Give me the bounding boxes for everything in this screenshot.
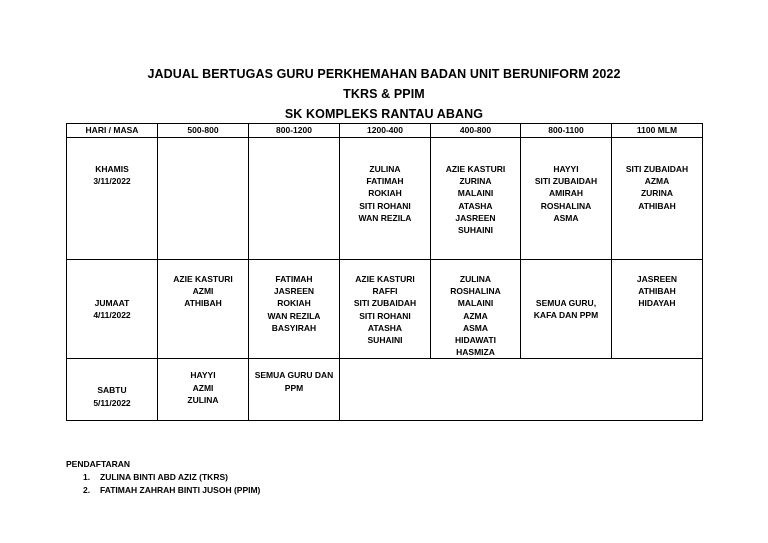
header-800-1200: 800-1200 xyxy=(249,124,340,138)
duty-cell xyxy=(158,260,249,359)
list-number: 2. xyxy=(83,485,91,495)
registrant-name: ZULINA BINTI ABD AZIZ (TKRS) xyxy=(100,472,228,482)
teacher-name: AZIE KASTURI xyxy=(445,164,506,174)
document-title: JADUAL BERTUGAS GURU PERKHEMAHAN BADAN UNIT BERUNIFORM 2022 xyxy=(147,67,621,81)
registration-item xyxy=(66,484,260,497)
teacher-name: AZMA xyxy=(644,176,670,187)
teacher-name: AZMI xyxy=(192,382,214,393)
day-cell xyxy=(67,138,158,260)
table-row-khamis xyxy=(67,138,703,260)
teacher-name: ATHIBAH xyxy=(638,286,676,297)
day-cell xyxy=(67,359,158,421)
teacher-name: PPM xyxy=(284,382,304,393)
teacher-name: RAFFI xyxy=(372,286,398,297)
header-800-1100: 800-1100 xyxy=(521,124,612,138)
teacher-name: MALAINI xyxy=(457,298,494,309)
teacher-name: HAYYI xyxy=(190,370,216,381)
teacher-name: WAN REZILA xyxy=(267,310,321,321)
teacher-name: HAYYI xyxy=(553,164,579,174)
teacher-name: SEMUA GURU DAN xyxy=(254,370,334,381)
teacher-name: SITI ROHANI xyxy=(359,310,411,321)
teacher-name: AZMA xyxy=(463,310,488,321)
teacher-name: ATHIBAH xyxy=(638,200,676,211)
table-row-jumaat xyxy=(67,260,703,359)
teacher-name: JASREEN xyxy=(273,286,315,297)
teacher-name: SUHAINI xyxy=(367,335,403,346)
day-cell xyxy=(67,260,158,359)
teacher-name: FATIMAH xyxy=(275,274,313,284)
duty-schedule-table xyxy=(66,123,703,421)
teacher-name: AZMI xyxy=(192,286,214,297)
header-1200-400: 1200-400 xyxy=(340,124,431,138)
teacher-name: SITI ZUBAIDAH xyxy=(353,298,417,309)
teacher-name: ZULINA xyxy=(369,164,401,174)
teacher-name: AMIRAH xyxy=(549,188,583,199)
duty-cell xyxy=(340,260,431,359)
header-400-800: 400-800 xyxy=(431,124,521,138)
teacher-name: JASREEN xyxy=(455,212,496,223)
duty-cell xyxy=(521,138,612,260)
duty-cell xyxy=(431,138,521,260)
teacher-name: FATIMAH xyxy=(366,176,404,187)
registration-item xyxy=(66,471,260,484)
header-row xyxy=(67,124,703,138)
day-label: SABTU xyxy=(97,385,127,396)
registration-section xyxy=(66,458,260,497)
empty-cell xyxy=(249,138,340,260)
header-500-800: 500-800 xyxy=(158,124,249,138)
teacher-name: ROSHALINA xyxy=(540,200,592,211)
teacher-name: HIDAWATI xyxy=(455,335,496,346)
teacher-name: ATASHA xyxy=(367,322,403,333)
teacher-name: ASMA xyxy=(462,322,489,333)
school-name: SK KOMPLEKS RANTAU ABANG xyxy=(284,107,484,121)
teacher-name: SUHAINI xyxy=(458,225,493,236)
day-label: KHAMIS xyxy=(95,164,129,174)
teacher-name: AZIE KASTURI xyxy=(173,274,233,284)
teacher-name: ZULINA xyxy=(187,394,219,405)
teacher-name: ROSHALINA xyxy=(450,286,501,297)
day-label: JUMAAT xyxy=(94,298,130,308)
registrant-name: FATIMAH ZAHRAH BINTI JUSOH (PPIM) xyxy=(100,485,261,495)
teacher-name: JASREEN xyxy=(636,274,678,284)
duty-cell xyxy=(521,260,612,359)
teacher-name: ROKIAH xyxy=(368,188,402,199)
duty-cell xyxy=(612,138,703,260)
teacher-name: ZULINA xyxy=(459,274,492,284)
list-number: 1. xyxy=(83,472,91,482)
date-label: 3/11/2022 xyxy=(93,176,131,187)
duty-cell xyxy=(340,138,431,260)
teacher-name: SEMUA GURU, xyxy=(535,298,597,308)
teacher-name: SITI ZUBAIDAH xyxy=(534,176,598,187)
duty-cell xyxy=(612,260,703,359)
teacher-name: BASYIRAH xyxy=(271,322,317,333)
date-label: 5/11/2022 xyxy=(93,397,131,408)
teacher-name: HASMIZA xyxy=(456,347,495,358)
teacher-name: ZURINA xyxy=(640,188,674,199)
teacher-name: ASMA xyxy=(553,212,579,223)
empty-merged-cell xyxy=(340,359,703,421)
empty-cell xyxy=(158,138,249,260)
teacher-name: ATHIBAH xyxy=(184,298,222,309)
document-subtitle: TKRS & PPIM xyxy=(343,87,425,101)
teacher-name: HIDAYAH xyxy=(638,298,676,309)
teacher-name: AZIE KASTURI xyxy=(355,274,415,284)
duty-cell xyxy=(158,359,249,421)
teacher-name: SITI ROHANI xyxy=(359,200,411,211)
teacher-name: SITI ZUBAIDAH xyxy=(625,164,689,174)
header-1100-mlm: 1100 MLM xyxy=(612,124,703,138)
teacher-name: ATASHA xyxy=(458,200,493,211)
date-label: 4/11/2022 xyxy=(93,310,131,321)
header-day-time: HARI / MASA xyxy=(67,124,158,138)
duty-cell xyxy=(249,359,340,421)
teacher-name: KAFA DAN PPM xyxy=(533,310,599,321)
teacher-name: ROKIAH xyxy=(277,298,311,309)
table-row-sabtu xyxy=(67,359,703,421)
duty-cell xyxy=(431,260,521,359)
teacher-name: MALAINI xyxy=(457,188,494,199)
registration-heading: PENDAFTARAN xyxy=(66,459,131,469)
teacher-name: WAN REZILA xyxy=(358,212,412,223)
duty-cell xyxy=(249,260,340,359)
teacher-name: ZURINA xyxy=(459,176,492,187)
